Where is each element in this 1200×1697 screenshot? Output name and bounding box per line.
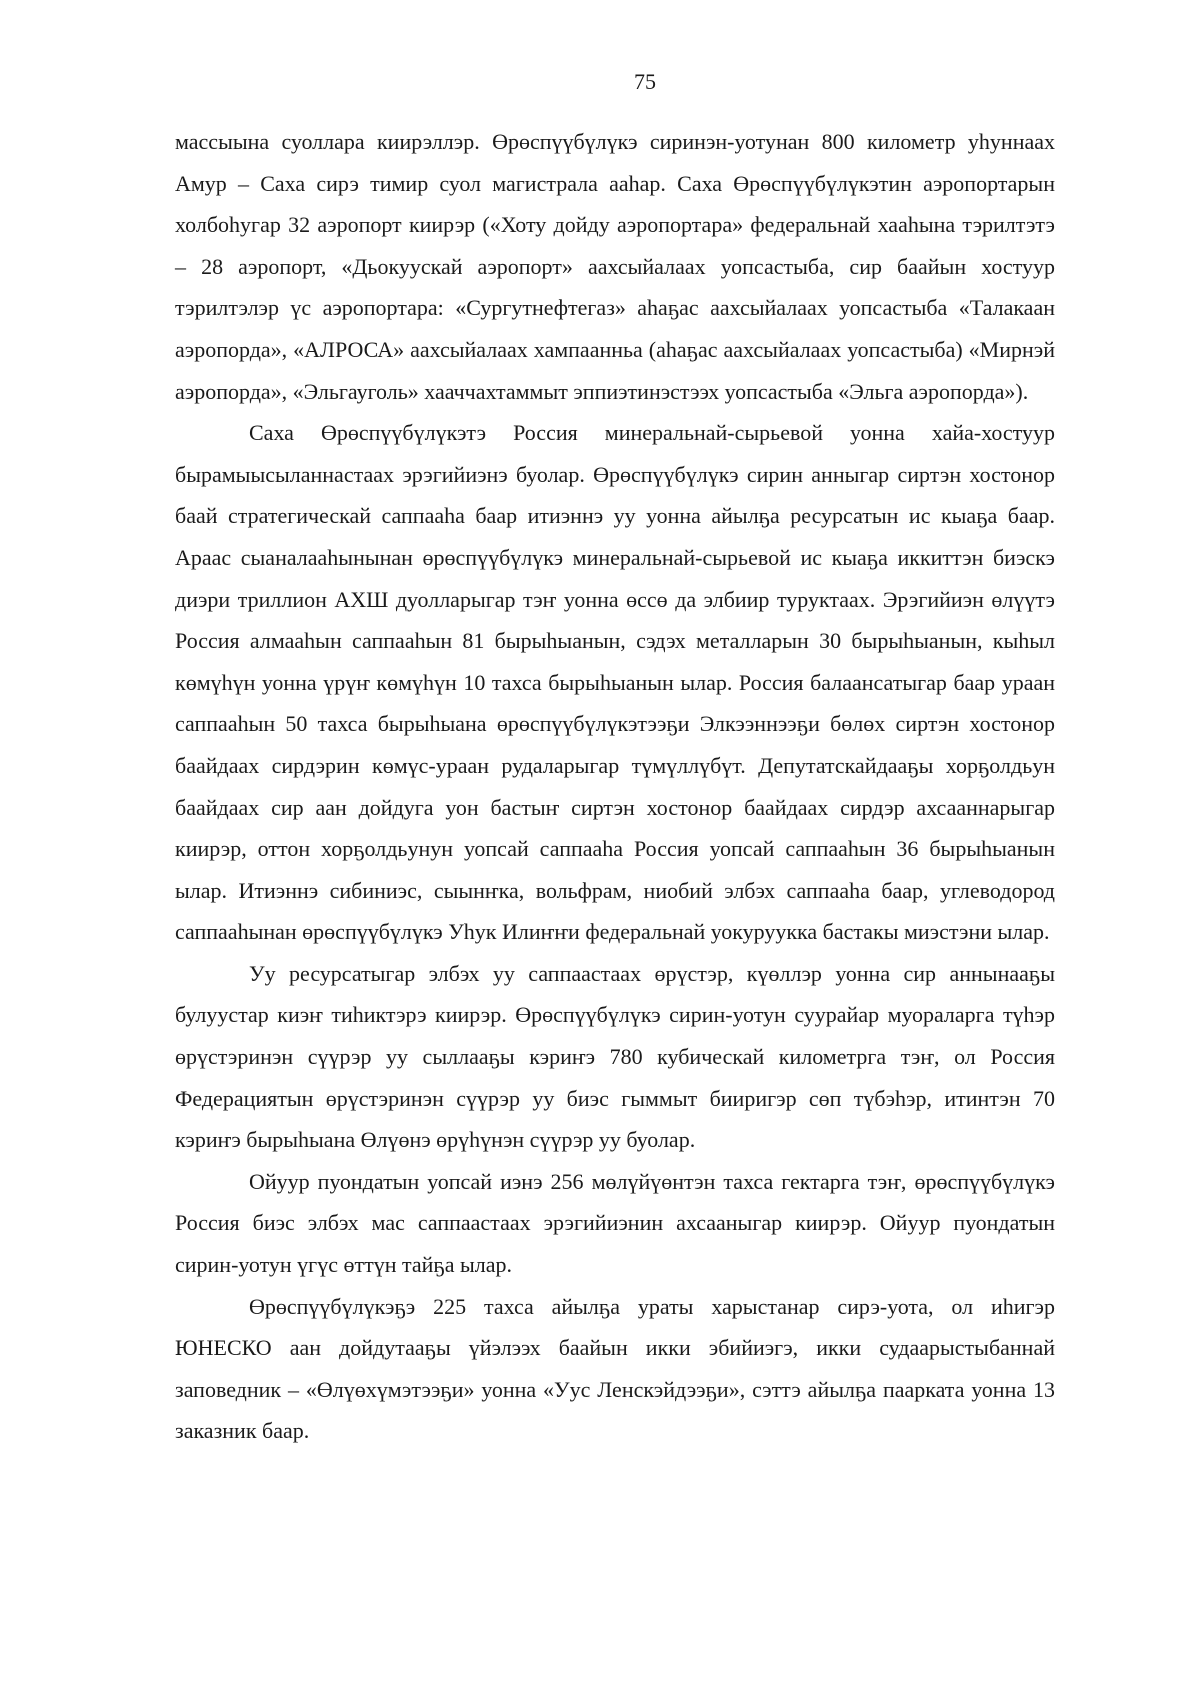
paragraph-protected-areas: Өрөспүүбүлүкэҕэ 225 тахса айылҕа ураты харыстанар сирэ-уота, ол иһигэр ЮНЕСКО аан дойдутааҕы үйэлээх баайын икки эбийиэгэ, икки судаарыстыбаннай заповедник – «Өлүөхүмэтээҕи» уонна «Уус Ленскэйдээҕи», сэттэ айылҕа паарката уонна 13 заказник баар. [175, 1293, 1055, 1444]
paragraph-mineral-resources: Саха Өрөспүүбүлүкэтэ Россия минеральнай-сырьевой уонна хайа-хостуур бырамыысыланнастаах эрэгийиэнэ буолар. Өрөспүүбүлүкэ сирин анныгар сиртэн хостонор баай стратегическай саппааһа баар итиэннэ уу уонна айылҕа ресурсатын ис кыаҕа баар. Араас сыаналааһынынан өрөспүүбүлүкэ минеральнай-сырьевой ис кыаҕа иккиттэн биэскэ диэри триллион АХШ дуолларыгар тэҥ уонна өссө да элбиир туруктаах. Эрэгийиэн өлүүтэ Россия алмааһын саппааһын 81 бырыһыанын, сэдэх металларын 30 бырыһыанын, кыһыл көмүһүн уонна үрүҥ көмүһүн 10 тахса бырыһыанын ылар. Россия балаансатыгар баар ураан саппааһын 50 тахса бырыһыана өрөспүүбүлүкэтээҕи Элкээннээҕи бөлөх сиртэн хостонор баайдаах сирдэрин көмүс-ураан рудаларыгар түмүллүбүт. Депутатскайдааҕы хорҕолдьун баайдаах сир аан дойдуга уон бастыҥ сиртэн хостонор баайдаах сирдэр ахсааннарыгар киирэр, оттон хорҕолдьунун уопсай саппааһа Россия уопсай саппааһын 36 бырыһыанын ылар. Итиэннэ сибиниэс, сыынҥка, вольфрам, ниобий элбэх саппааһа баар, углеводород саппааһынан өрөспүүбүлүкэ Уһук Илиҥҥи федеральнай уокуруукка бастакы миэстэни ылар. [175, 420, 1055, 945]
page-number: 75 [634, 69, 656, 94]
paragraph-water-resources: Уу ресурсатыгар элбэх уу саппаастаах өрүстэр, күөллэр уонна сир аннынааҕы булуустар киэҥ тиһиктэрэ киирэр. Өрөспүүбүлүкэ сирин-уотун суурайар муораларга түһэр өрүстэринэн сүүрэр уу сыллааҕы кэриҥэ 780 кубическай километрга тэҥ, ол Россия Федерациятын өрүстэринэн сүүрэр уу биэс гыммыт бииригэр сөп түбэһэр, итинтэн 70 кэриҥэ бырыһыана Өлүөнэ өрүһүнэн сүүрэр уу буолар. [175, 960, 1055, 1153]
body-text [175, 121, 1055, 1452]
paragraph-continuation: массыына суоллара киирэллэр. Өрөспүүбүлүкэ сиринэн-уотунан 800 километр уһуннаах Амур – Саха сирэ тимир суол магистрала ааһар. Саха Өрөспүүбүлүкэтин аэропортарын холбоһугар 32 аэропорт киирэр («Хоту дойду аэропортара» федеральнай хааһына тэрилтэтэ – 28 аэропорт, «Дьокуускай аэропорт» аахсыйалаах уопсастыба, сир баайын хостуур тэрилтэлэр үс аэропортара: «Сургутнефтегаз» аһаҕас аахсыйалаах уопсастыба «Талакаан аэропорда», «АЛРОСА» аахсыйалаах хампаанньа (аһаҕас аахсыйалаах уопсастыба) «Мирнэй аэропорда», «Эльгауголь» хааччахтаммыт эппиэтинэстээх уопсастыба «Эльга аэропорда»). [175, 129, 1055, 404]
paragraph-forest-fund: Ойуур пуондатын уопсай иэнэ 256 мөлүйүөнтэн тахса гектарга тэҥ, өрөспүүбүлүкэ Россия биэс элбэх мас саппаастаах эрэгийиэнин ахсааныгар киирэр. Ойуур пуондатын сирин-уотун үгүс өттүн тайҕа ылар. [175, 1168, 1055, 1278]
